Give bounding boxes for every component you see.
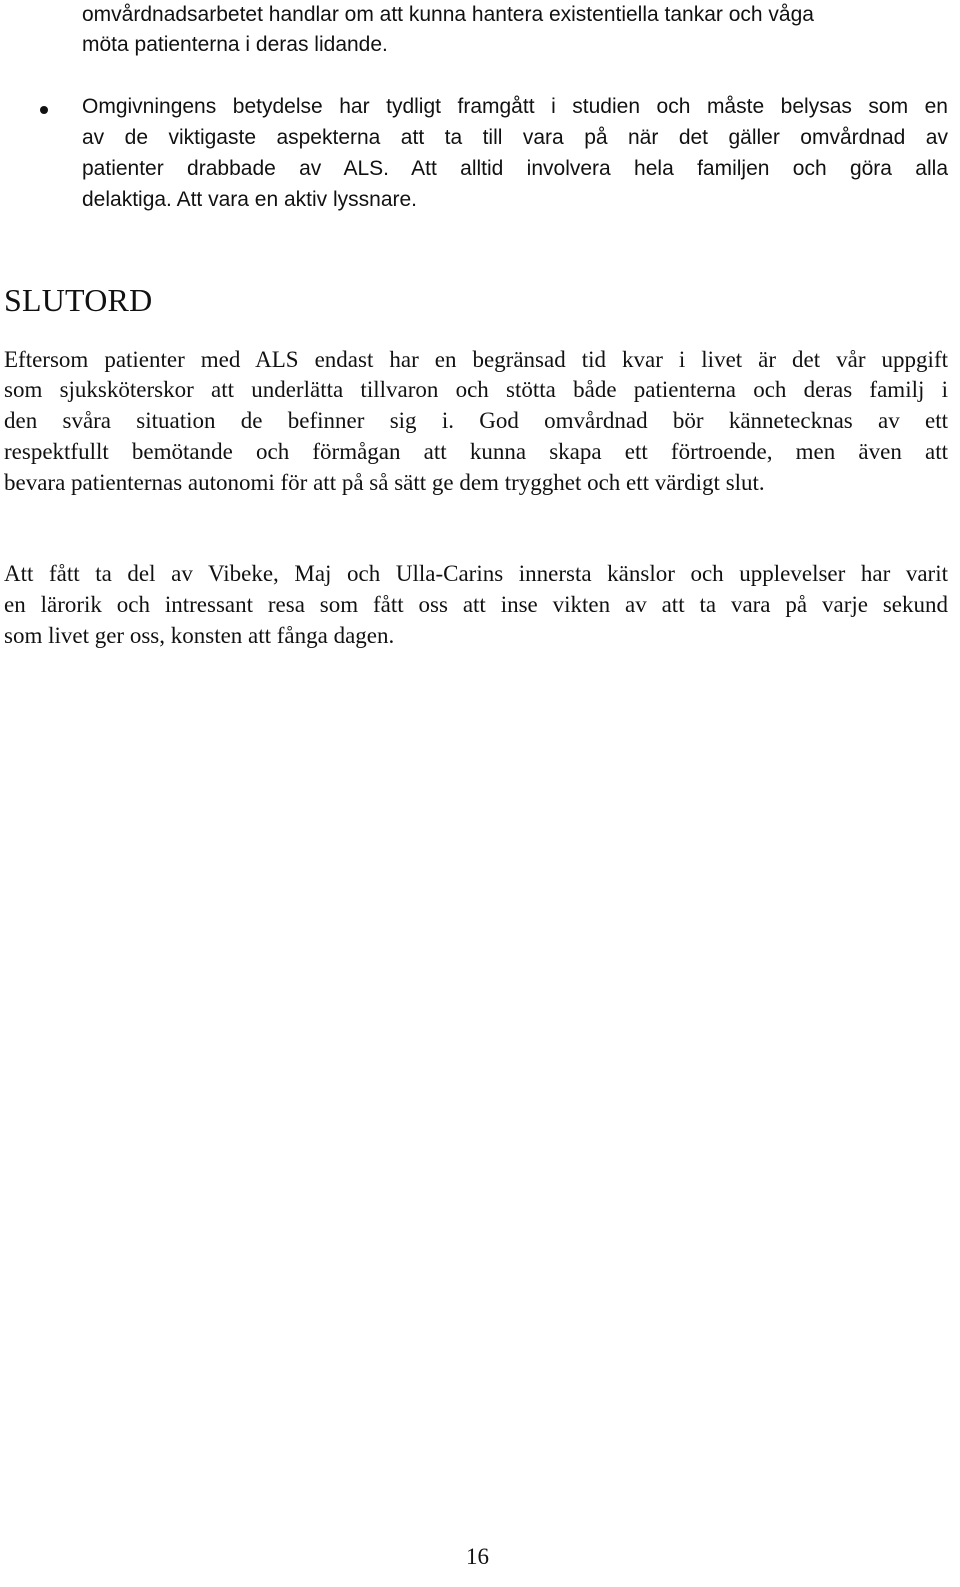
page-number: 16 bbox=[466, 1544, 489, 1569]
paragraph-2-line-3: som livet ger oss, konsten att fånga dagen. bbox=[4, 623, 395, 648]
bullet-line-3: patienter drabbade av ALS. Att alltid involvera hela familjen och göra alla bbox=[82, 157, 948, 180]
paragraph-1-line-2: som sjuksköterskor att underlätta tillvaron och stötta både patienterna och deras familj i bbox=[4, 377, 948, 402]
paragraph-1-line-3: den svåra situation de befinner sig i. God omvårdnad bör kännetecknas av ett bbox=[4, 408, 948, 433]
paragraph-1-line-4: respektfullt bemötande och förmågan att kunna skapa ett förtroende, men även att bbox=[4, 439, 948, 464]
paragraph-2-line-1: Att fått ta del av Vibeke, Maj och Ulla-Carins innersta känslor och upplevelser har varit bbox=[4, 561, 948, 586]
bullet-line-1: Omgivningens betydelse har tydligt framgått i studien och måste belysas som en bbox=[82, 95, 948, 118]
continuation-line-2: möta patienterna i deras lidande. bbox=[82, 33, 388, 56]
section-heading: SLUTORD bbox=[4, 282, 153, 318]
bullet-icon bbox=[40, 106, 48, 114]
continuation-line-1: omvårdnadsarbetet handlar om att kunna hantera existentiella tankar och våga bbox=[82, 3, 814, 26]
bullet-line-4: delaktiga. Att vara en aktiv lyssnare. bbox=[82, 188, 418, 211]
bullet-line-2: av de viktigaste aspekterna att ta till vara på när det gäller omvårdnad av bbox=[82, 126, 948, 149]
paragraph-2-line-2: en lärorik och intressant resa som fått oss att inse vikten av att ta vara på varje sekund bbox=[4, 592, 948, 617]
paragraph-1-line-5: bevara patienternas autonomi för att på så sätt ge dem trygghet och ett värdigt slut. bbox=[4, 470, 765, 495]
paragraph-1-line-1: Eftersom patienter med ALS endast har en begränsad tid kvar i livet är det vår uppgift bbox=[4, 347, 948, 372]
